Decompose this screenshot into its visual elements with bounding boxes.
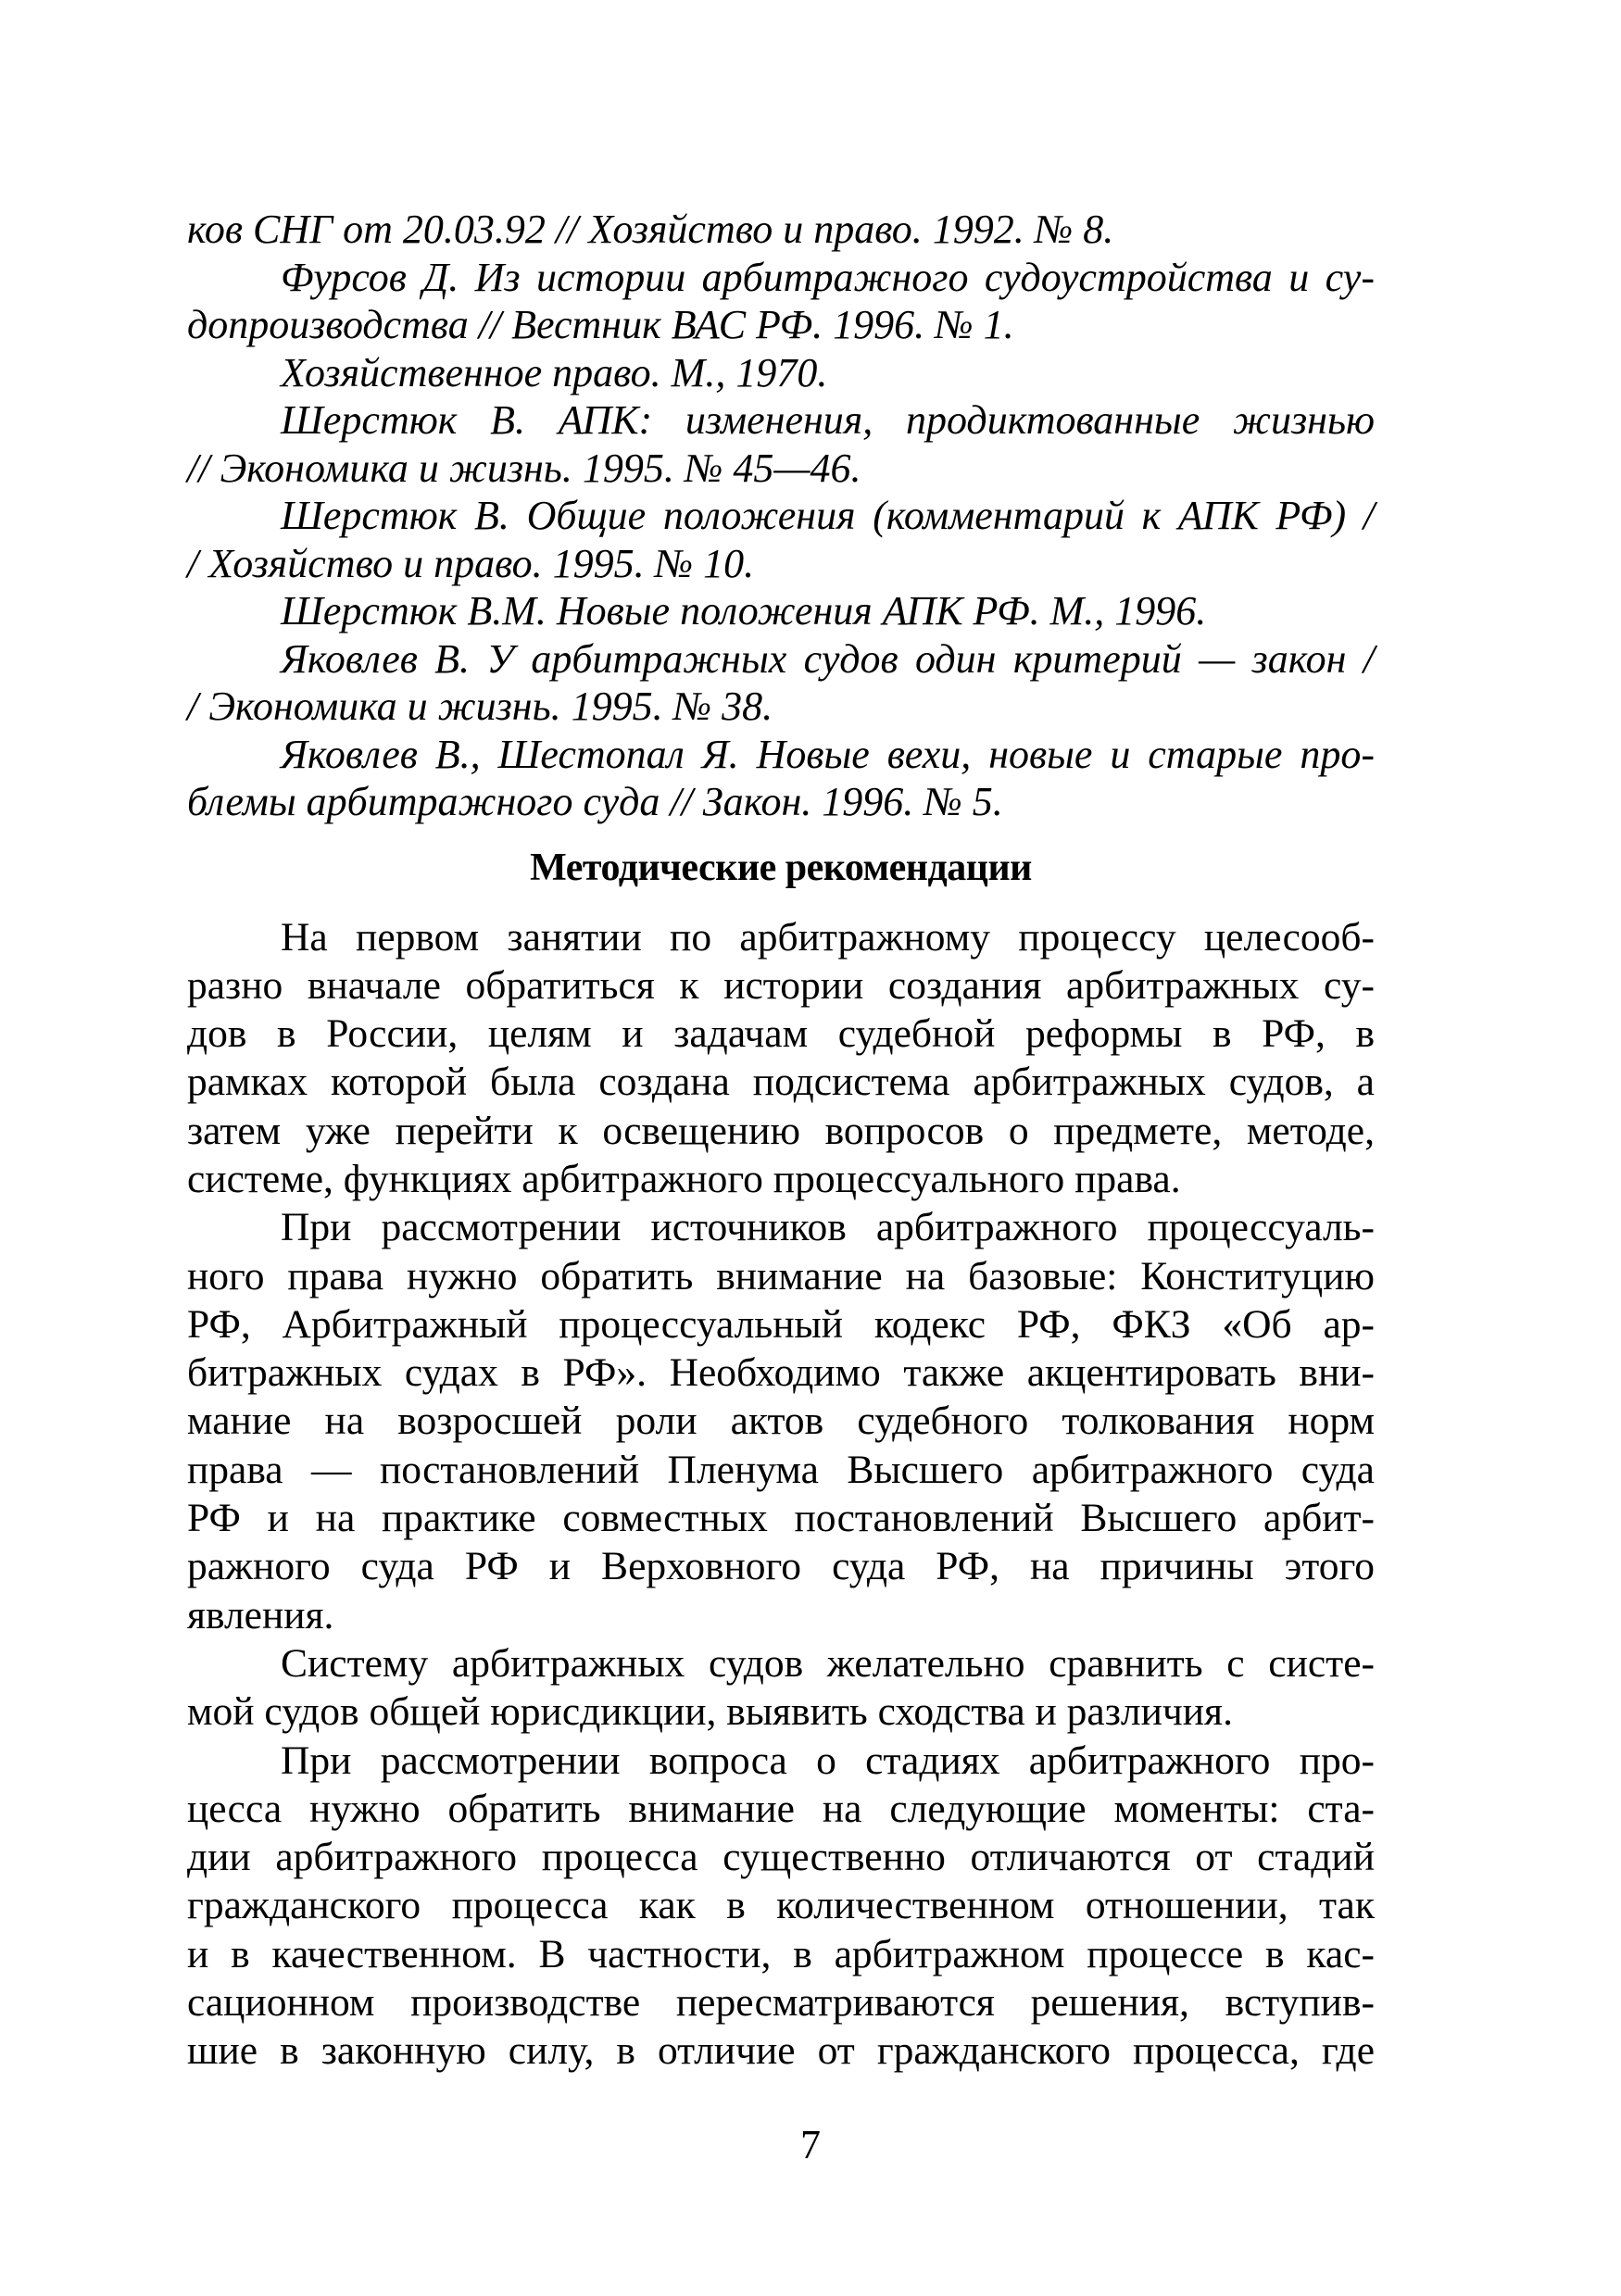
text-line: разно вначале обратиться к истории создания арбитражных су- xyxy=(187,962,1375,1008)
text-line: явления. xyxy=(187,1592,334,1637)
paragraph-4 xyxy=(187,1737,1375,2076)
section-heading: Методические рекомендации xyxy=(530,846,1032,889)
bibliography-line: Хозяйственное право. М., 1970. xyxy=(281,349,828,395)
text-line: права — постановлений Пленума Высшего арбитражного суда xyxy=(187,1447,1375,1492)
bibliography-list xyxy=(187,206,1375,826)
bibliography-line: Шерстюк В. Общие положения (комментарий к АПК РФ) / xyxy=(281,493,1375,538)
text-line: ного права нужно обратить внимание на базовые: Конституцию xyxy=(187,1253,1375,1299)
text-line: рамках которой была создана подсистема арбитражных судов, а xyxy=(187,1060,1375,1105)
bibliography-line: Шерстюк В. АПК: изменения, продиктованные жизнью xyxy=(281,397,1375,443)
paragraph-2 xyxy=(187,1203,1375,1639)
page-content xyxy=(187,206,1375,2076)
text-line: системе, функциях арбитражного процессуального права. xyxy=(187,1156,1181,1201)
bibliography-line: / Экономика и жизнь. 1995. № 38. xyxy=(187,684,773,729)
bibliography-line: блемы арбитражного суда // Закон. 1996. № 5. xyxy=(187,779,1003,824)
text-line: РФ, Арбитражный процессуальный кодекс РФ, ФКЗ «Об ар- xyxy=(187,1301,1375,1347)
bibliography-line: ков СНГ от 20.03.92 // Хозяйство и право. 1992. № 8. xyxy=(187,207,1114,252)
bibliography-line: // Экономика и жизнь. 1995. № 45—46. xyxy=(187,445,861,491)
bibliography-line: допроизводства // Вестник ВАС РФ. 1996. № 1. xyxy=(187,302,1014,347)
text-line: битражных судах в РФ». Необходимо также акцентировать вни- xyxy=(187,1350,1375,1396)
text-line: мой судов общей юрисдикции, выявить сходства и различия. xyxy=(187,1689,1233,1735)
paragraph-1 xyxy=(187,913,1375,1204)
page-number: 7 xyxy=(800,2122,821,2167)
text-line: Систему арбитражных судов желательно сравнить с систе- xyxy=(281,1640,1375,1686)
section-body xyxy=(187,913,1375,2076)
text-line: цесса нужно обратить внимание на следующие моменты: ста- xyxy=(187,1786,1375,1831)
text-line: и в качественном. В частности, в арбитражном процессе в кас- xyxy=(187,1931,1375,1976)
text-line: При рассмотрении источников арбитражного процессуаль- xyxy=(281,1205,1375,1250)
text-line: дов в России, целям и задачам судебной реформы в РФ, в xyxy=(187,1011,1375,1057)
text-line: РФ и на практике совместных постановлений Высшего арбит- xyxy=(187,1496,1375,1541)
text-line: сационном производстве пересматриваются решения, вступив- xyxy=(187,1980,1375,2026)
bibliography-line: Яковлев В. У арбитражных судов один критерий — закон / xyxy=(281,635,1375,682)
text-line: затем уже перейти к освещению вопросов о предмете, методе, xyxy=(187,1108,1375,1153)
bibliography-line: / Хозяйство и право. 1995. № 10. xyxy=(187,540,755,586)
text-line: ражного суда РФ и Верховного суда РФ, на причины этого xyxy=(187,1544,1375,1589)
text-line: дии арбитражного процесса существенно отличаются от стадий xyxy=(187,1835,1375,1880)
bibliography-line: Яковлев В., Шестопал Я. Новые вехи, новые и старые про- xyxy=(281,731,1375,777)
bibliography-line: Фурсов Д. Из истории арбитражного судоустройства и су- xyxy=(281,254,1375,300)
text-line: При рассмотрении вопроса о стадиях арбитражного про- xyxy=(281,1738,1375,1783)
bibliography-line: Шерстюк В.М. Новые положения АПК РФ. М., 1996. xyxy=(281,588,1207,634)
paragraph-3 xyxy=(187,1639,1375,1737)
text-line: На первом занятии по арбитражному процессу целесооб- xyxy=(281,914,1375,960)
text-line: шие в законную силу, в отличие от гражданского процесса, где xyxy=(187,2028,1375,2074)
text-line: мание на возросшей роли актов судебного толкования норм xyxy=(187,1399,1375,1444)
text-line: гражданского процесса как в количественном отношении, так xyxy=(187,1883,1375,1928)
